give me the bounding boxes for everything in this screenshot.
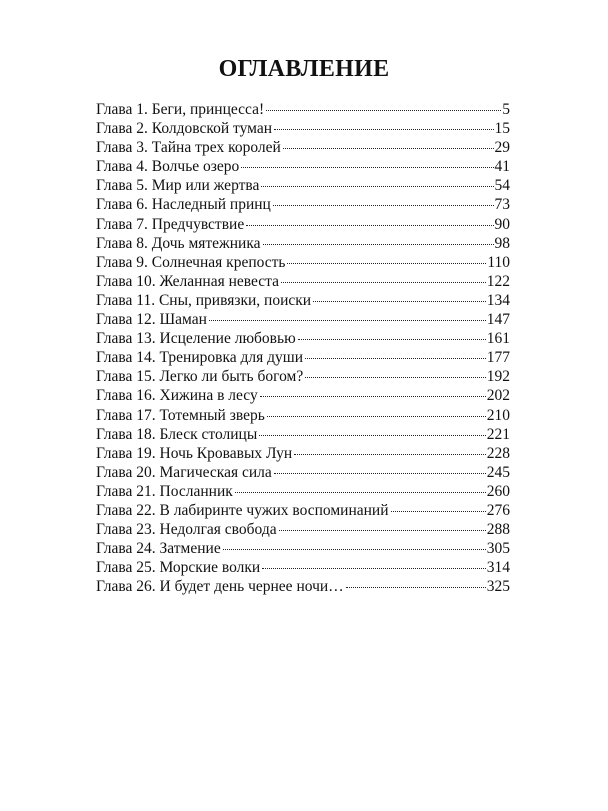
toc-entry (96, 291, 510, 310)
toc-entry-page: 314 (486, 559, 510, 577)
dot-leader (259, 435, 486, 436)
dot-leader (287, 263, 486, 264)
toc-entry-page: 5 (502, 101, 510, 118)
dot-leader (313, 301, 486, 302)
toc-entry-title: Глава 5. Мир или жертва (96, 177, 260, 195)
dot-leader (294, 454, 486, 455)
dot-leader (266, 110, 501, 111)
toc-entry-page: 41 (494, 158, 510, 176)
dot-leader (274, 129, 493, 130)
toc-entry-title: Глава 2. Колдовской туман (96, 120, 273, 138)
dot-leader (235, 492, 486, 493)
toc-entry (96, 253, 510, 272)
dot-leader (261, 186, 493, 187)
toc-entry-page: 147 (486, 311, 510, 329)
toc-entry-title: Глава 16. Хижина в лесу (96, 387, 258, 405)
toc-entry-title: Глава 23. Недолгая свобода (96, 521, 277, 539)
toc-entry (96, 463, 510, 482)
toc-entry (96, 577, 510, 596)
toc-entry-title: Глава 25. Морские волки (96, 559, 261, 577)
dot-leader (260, 396, 486, 397)
toc-entry-title: Глава 6. Наследный принц (96, 196, 271, 214)
toc-entry-title: Глава 24. Затмение (96, 540, 221, 558)
toc-entry (96, 406, 510, 425)
toc-entry-page: 228 (486, 444, 510, 462)
toc-entry (96, 119, 510, 138)
toc-entry (96, 386, 510, 405)
toc-entry (96, 195, 510, 214)
toc-entry-page: 202 (486, 387, 510, 405)
dot-leader (305, 377, 486, 378)
toc-entry-page: 210 (486, 406, 510, 424)
toc-entry-title: Глава 7. Предчувствие (96, 215, 245, 233)
dot-leader (209, 320, 486, 321)
toc-entry (96, 348, 510, 367)
toc-entry-title: Глава 22. В лабиринте чужих воспоминаний (96, 501, 389, 519)
dot-leader (223, 549, 486, 550)
toc-entry-title: Глава 11. Сны, привязки, поиски (96, 291, 312, 309)
toc-entry-page: 192 (486, 368, 510, 386)
dot-leader (267, 416, 486, 417)
dot-leader (283, 148, 494, 149)
dot-leader (298, 339, 486, 340)
toc-entry-page: 276 (486, 501, 510, 519)
toc-entry (96, 310, 510, 329)
toc-entry (96, 482, 510, 501)
dot-leader (279, 530, 486, 531)
toc-entry-title: Глава 19. Ночь Кровавых Лун (96, 444, 293, 462)
toc-entry-title: Глава 20. Магическая сила (96, 463, 272, 481)
toc-entry-title: Глава 15. Легко ли быть богом? (96, 368, 304, 386)
toc-entry (96, 176, 510, 195)
toc-entry (96, 539, 510, 558)
dot-leader (346, 587, 486, 588)
toc-entry-page: 122 (486, 272, 510, 290)
toc-entry-page: 98 (494, 234, 510, 252)
toc-entry-title: Глава 21. Посланник (96, 482, 233, 500)
toc-entry (96, 100, 510, 119)
dot-leader (246, 225, 493, 226)
dot-leader (274, 473, 486, 474)
toc-entry (96, 272, 510, 291)
toc-entry (96, 157, 510, 176)
dot-leader (273, 205, 494, 206)
toc-entry (96, 138, 510, 157)
toc-entry (96, 501, 510, 520)
toc-entry-page: 134 (486, 291, 510, 309)
page-title: ОГЛАВЛЕНИЕ (218, 56, 390, 82)
toc-entry-page: 221 (486, 425, 510, 443)
toc-entry-title: Глава 10. Желанная невеста (96, 272, 279, 290)
toc-entry (96, 558, 510, 577)
toc-entry-page: 260 (486, 482, 510, 500)
toc-entry-page: 245 (486, 463, 510, 481)
toc-entry-title: Глава 14. Тренировка для души (96, 349, 303, 367)
toc-entry-page: 161 (486, 330, 510, 348)
toc-entry (96, 520, 510, 539)
toc-entry-title: Глава 3. Тайна трех королей (96, 139, 281, 157)
toc-entry-title: Глава 13. Исцеление любовью (96, 330, 296, 348)
toc-entry (96, 234, 510, 253)
toc-entry-title: Глава 17. Тотемный зверь (96, 406, 265, 424)
toc-entry-title: Глава 12. Шаман (96, 311, 207, 329)
toc-entry (96, 444, 510, 463)
toc-entry (96, 425, 510, 444)
toc-entry (96, 329, 510, 348)
toc-entry-title: Глава 9. Солнечная крепость (96, 253, 286, 271)
toc-entry-page: 90 (494, 215, 510, 233)
toc-entry (96, 367, 510, 386)
toc-entry-page: 288 (486, 521, 510, 539)
toc-entry-title: Глава 1. Беги, принцесса! (96, 101, 265, 118)
toc-entry-title: Глава 8. Дочь мятежника (96, 234, 261, 252)
toc-entry (96, 215, 510, 234)
toc-entry-page: 177 (486, 349, 510, 367)
toc-entry-title: Глава 18. Блеск столицы (96, 425, 258, 443)
toc-entry-page: 305 (486, 540, 510, 558)
dot-leader (262, 568, 486, 569)
dot-leader (391, 511, 486, 512)
dot-leader (281, 282, 486, 283)
dot-leader (241, 167, 493, 168)
dot-leader (305, 358, 486, 359)
toc-entry-page: 29 (494, 139, 510, 157)
toc-entry-title: Глава 4. Волчье озеро (96, 158, 240, 176)
table-of-contents (96, 100, 510, 596)
toc-entry-page: 15 (494, 120, 510, 138)
dot-leader (263, 244, 494, 245)
toc-entry-title: Глава 26. И будет день чернее ночи… (96, 578, 344, 596)
toc-entry-page: 54 (494, 177, 510, 195)
toc-entry-page: 110 (487, 253, 510, 271)
toc-entry-page: 325 (486, 578, 510, 596)
toc-entry-page: 73 (494, 196, 510, 214)
